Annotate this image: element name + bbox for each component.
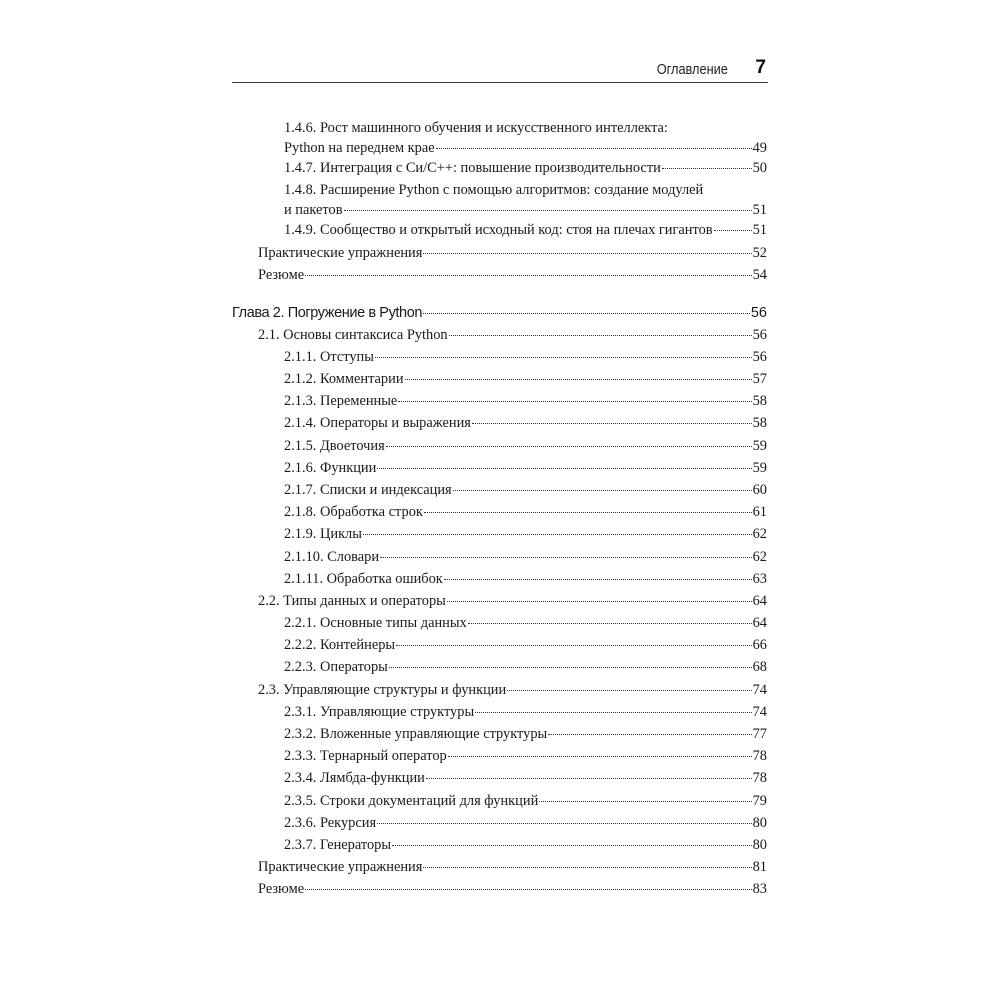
toc-entry-title: Практические упражнения: [258, 859, 423, 875]
toc-entry-line: [284, 458, 767, 478]
toc-entry-title: 2.2.1. Основные типы данных: [284, 615, 467, 631]
toc-entry-title: Python на переднем крае: [284, 140, 435, 156]
dot-leader: [472, 423, 752, 424]
toc-subsection-entry: [284, 768, 767, 788]
toc-subsection-entry: [284, 220, 767, 240]
toc-entry-page-number: 83: [752, 881, 767, 897]
toc-entry-line: [284, 158, 767, 178]
dot-leader: [447, 601, 752, 602]
toc-entry-title: 2.1.4. Операторы и выражения: [284, 415, 471, 431]
toc-entry-line: [284, 813, 767, 833]
toc-entry-line: [284, 613, 767, 633]
toc-subsection-entry: [284, 369, 767, 389]
toc-entry-page-number: 80: [752, 837, 767, 853]
dot-leader: [662, 168, 752, 169]
toc-entry-title: 2.1. Основы синтаксиса Python: [258, 327, 448, 343]
toc-subsection-entry: [284, 458, 767, 478]
toc-entry-page-number: 51: [752, 202, 767, 218]
toc-entry-line: [284, 347, 767, 367]
toc-subsection-entry: [284, 524, 767, 544]
toc-entry-page-number: 56: [750, 305, 767, 321]
toc-section-entry: [258, 325, 767, 345]
toc-entry-page-number: 58: [752, 415, 767, 431]
toc-entry-title: 2.1.9. Циклы: [284, 526, 362, 542]
toc-entry-line: [258, 265, 767, 285]
toc-entry-line: [258, 243, 767, 263]
dot-leader: [539, 801, 751, 802]
toc-entry-page-number: 68: [752, 659, 767, 675]
dot-leader: [375, 357, 752, 358]
dot-leader: [344, 210, 752, 211]
toc-subsection-entry: [284, 118, 767, 158]
toc-entry-page-number: 78: [752, 770, 767, 786]
toc-entry-line: [284, 724, 767, 744]
toc-entry-title: 2.1.11. Обработка ошибок: [284, 571, 443, 587]
dot-leader: [423, 867, 751, 868]
toc-entry-line: [284, 657, 767, 677]
toc-entry-page-number: 64: [752, 593, 767, 609]
toc-entry-line: [284, 635, 767, 655]
toc-entry-title: 1.4.9. Сообщество и открытый исходный код: стоя на плечах гигантов: [284, 222, 713, 238]
dot-leader: [423, 313, 750, 314]
toc-entry-page-number: 62: [752, 549, 767, 565]
dot-leader: [380, 557, 752, 558]
toc-entry-title: 2.2.3. Операторы: [284, 659, 388, 675]
toc-subsection-entry: [284, 635, 767, 655]
toc-entry-page-number: 59: [752, 460, 767, 476]
toc-entry-line: [284, 480, 767, 500]
dot-leader: [405, 379, 752, 380]
toc-entry-title: 2.1.6. Функции: [284, 460, 377, 476]
toc-entry-line: [284, 138, 767, 158]
toc-entry-title: 2.3. Управляющие структуры и функции: [258, 682, 507, 698]
toc-chapter-entry: [232, 303, 767, 323]
dot-leader: [386, 446, 752, 447]
dot-leader: [436, 148, 752, 149]
toc-entry-title: 2.3.6. Рекурсия: [284, 815, 377, 831]
toc-entry-line: [284, 547, 767, 567]
toc-entry-title: 2.3.2. Вложенные управляющие структуры: [284, 726, 548, 742]
dot-leader: [468, 623, 752, 624]
toc-subsection-entry: [284, 547, 767, 567]
toc-entry-line: [258, 680, 767, 700]
toc-entry-line: [284, 702, 767, 722]
toc-section-entry: [258, 857, 767, 877]
toc-entry-line: [258, 857, 767, 877]
dot-leader: [389, 667, 752, 668]
toc-entry-page-number: 64: [752, 615, 767, 631]
toc-entry-page-number: 80: [752, 815, 767, 831]
toc-subsection-entry: [284, 347, 767, 367]
toc-entry-line: [284, 502, 767, 522]
toc-entry-title: 2.3.7. Генераторы: [284, 837, 392, 853]
toc-entry-page-number: 63: [752, 571, 767, 587]
toc-entry-line: [284, 569, 767, 589]
toc-entry-line: [284, 835, 767, 855]
toc-entry-line: [258, 879, 767, 899]
toc-entry-line: [284, 791, 767, 811]
toc-entry-title: и пакетов: [284, 202, 343, 218]
toc-entry-title: 2.1.3. Переменные: [284, 393, 398, 409]
toc-subsection-entry: [284, 657, 767, 677]
toc-entry-title: 2.1.1. Отступы: [284, 349, 374, 365]
toc-entry-page-number: 56: [752, 349, 767, 365]
toc-entry-page-number: 57: [752, 371, 767, 387]
toc-entry-page-number: 52: [752, 245, 767, 261]
running-header-title: Оглавление: [656, 62, 728, 78]
toc-subsection-entry: [284, 813, 767, 833]
toc-entry-page-number: 51: [752, 222, 767, 238]
toc-entry-title: Резюме: [258, 881, 305, 897]
toc-entry-page-number: 66: [752, 637, 767, 653]
toc-entry-page-number: 60: [752, 482, 767, 498]
dot-leader: [398, 401, 751, 402]
toc-subsection-entry: [284, 158, 767, 178]
dot-leader: [424, 512, 752, 513]
dot-leader: [714, 230, 752, 231]
toc-entry-page-number: 79: [752, 793, 767, 809]
toc-section-entry: [258, 243, 767, 263]
toc-entry-page-number: 50: [752, 160, 767, 176]
page-number: 7: [755, 57, 766, 78]
toc-entry-page-number: 77: [752, 726, 767, 742]
toc-entry-title: 1.4.8. Расширение Python с помощью алгоритмов: создание модулей: [284, 182, 704, 198]
toc-entry-line: [284, 391, 767, 411]
toc-subsection-entry: [284, 835, 767, 855]
toc-entry-page-number: 58: [752, 393, 767, 409]
toc-entry-line: [232, 303, 767, 323]
toc-subsection-entry: [284, 502, 767, 522]
dot-leader: [423, 253, 751, 254]
toc-entry-line: [284, 436, 767, 456]
toc-subsection-entry: [284, 436, 767, 456]
toc-entry-title: 2.1.10. Словари: [284, 549, 380, 565]
dot-leader: [444, 579, 752, 580]
toc-entry-title: 2.3.1. Управляющие структуры: [284, 704, 475, 720]
toc-entry-title: 2.1.2. Комментарии: [284, 371, 404, 387]
toc-entry-title: Глава 2. Погружение в Python: [232, 305, 423, 321]
toc-entry-title: Резюме: [258, 267, 305, 283]
dot-leader: [377, 823, 752, 824]
toc-entry-title: 2.1.8. Обработка строк: [284, 504, 423, 520]
toc-entry-line: [284, 200, 767, 220]
toc-subsection-entry: [284, 702, 767, 722]
toc-entry-line: [284, 220, 767, 240]
toc-entry-page-number: 61: [752, 504, 767, 520]
toc-section-entry: [258, 680, 767, 700]
toc-entry-page-number: 74: [752, 682, 767, 698]
toc-subsection-entry: [284, 391, 767, 411]
toc-subsection-entry: [284, 180, 767, 220]
toc-section-entry: [258, 591, 767, 611]
toc-entry-title: 2.2.2. Контейнеры: [284, 637, 396, 653]
toc-entry-title: 1.4.7. Интеграция с Си/С++: повышение производительности: [284, 160, 661, 176]
dot-leader: [305, 275, 751, 276]
toc-entry-line: [284, 524, 767, 544]
toc-entry-line: [284, 180, 767, 200]
toc-entry-line: [284, 746, 767, 766]
toc-entry-title: 2.3.5. Строки документаций для функций: [284, 793, 539, 809]
toc-entry-title: 2.1.5. Двоеточия: [284, 438, 385, 454]
toc-entry-title: 1.4.6. Рост машинного обучения и искусственного интеллекта:: [284, 120, 668, 136]
toc-section-entry: [258, 879, 767, 899]
toc-entry-page-number: 78: [752, 748, 767, 764]
toc-entry-title: 2.2. Типы данных и операторы: [258, 593, 446, 609]
dot-leader: [475, 712, 751, 713]
dot-leader: [363, 534, 752, 535]
toc-entry-page-number: 56: [752, 327, 767, 343]
toc-entry-page-number: 54: [752, 267, 767, 283]
toc-entry-line: [284, 768, 767, 788]
toc-entry-line: [258, 591, 767, 611]
toc-entry-title: 2.3.4. Лямбда-функции: [284, 770, 425, 786]
toc-entry-line: [284, 413, 767, 433]
dot-leader: [453, 490, 752, 491]
dot-leader: [426, 778, 752, 779]
toc-entry-title: Практические упражнения: [258, 245, 423, 261]
dot-leader: [305, 889, 751, 890]
toc-entry-title: 2.3.3. Тернарный оператор: [284, 748, 447, 764]
toc-subsection-entry: [284, 569, 767, 589]
toc-entry-line: [284, 369, 767, 389]
toc-entry-page-number: 81: [752, 859, 767, 875]
toc-subsection-entry: [284, 413, 767, 433]
toc-entry-page-number: 49: [752, 140, 767, 156]
dot-leader: [548, 734, 751, 735]
dot-leader: [449, 335, 752, 336]
dot-leader: [377, 468, 751, 469]
toc-section-entry: [258, 265, 767, 285]
toc-entry-line: [284, 118, 767, 138]
toc-entry-page-number: 59: [752, 438, 767, 454]
toc-entry-page-number: 74: [752, 704, 767, 720]
toc-subsection-entry: [284, 791, 767, 811]
toc-subsection-entry: [284, 480, 767, 500]
toc-subsection-entry: [284, 613, 767, 633]
toc-subsection-entry: [284, 746, 767, 766]
toc-entry-line: [258, 325, 767, 345]
toc-entry-title: 2.1.7. Списки и индексация: [284, 482, 452, 498]
toc-entry-page-number: 62: [752, 526, 767, 542]
dot-leader: [448, 756, 752, 757]
dot-leader: [396, 645, 752, 646]
toc-subsection-entry: [284, 724, 767, 744]
dot-leader: [507, 690, 751, 691]
dot-leader: [392, 845, 752, 846]
